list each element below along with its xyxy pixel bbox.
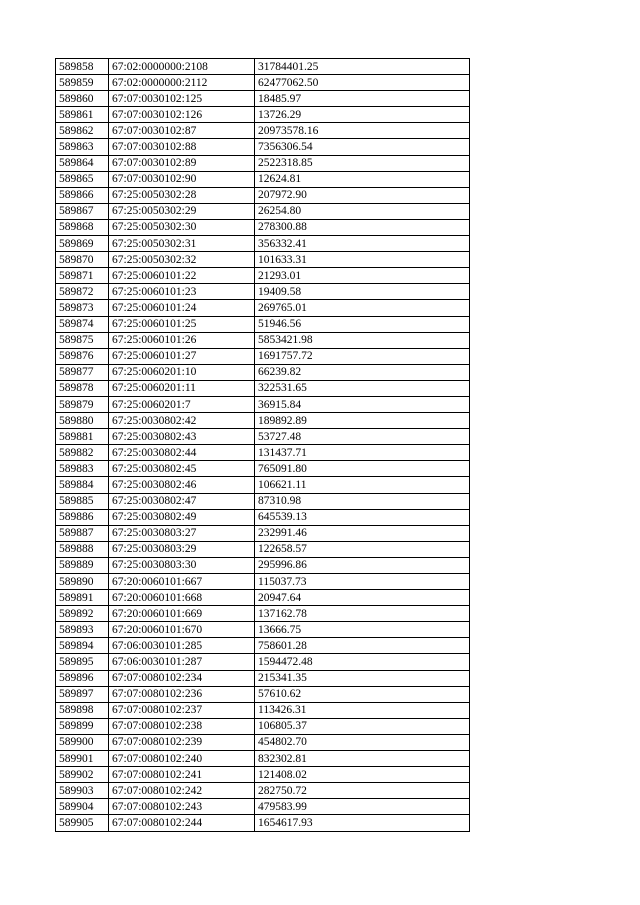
value-cell: 137162.78 — [255, 606, 470, 622]
row-number-cell: 589899 — [56, 718, 109, 734]
row-number-cell: 589871 — [56, 268, 109, 284]
cadastral-number-cell: 67:07:0080102:237 — [109, 702, 255, 718]
cadastral-number-cell: 67:25:0050302:31 — [109, 236, 255, 252]
value-cell: 207972.90 — [255, 187, 470, 203]
row-number-cell: 589862 — [56, 123, 109, 139]
table-row — [56, 493, 470, 509]
row-number-cell: 589877 — [56, 364, 109, 380]
value-cell: 106621.11 — [255, 477, 470, 493]
table-row — [56, 203, 470, 219]
row-number-cell: 589872 — [56, 284, 109, 300]
row-number-cell: 589879 — [56, 396, 109, 412]
row-number-cell: 589880 — [56, 413, 109, 429]
value-cell: 131437.71 — [255, 445, 470, 461]
cadastral-number-cell: 67:25:0060101:24 — [109, 300, 255, 316]
row-number-cell: 589888 — [56, 541, 109, 557]
row-number-cell: 589883 — [56, 461, 109, 477]
table-row — [56, 686, 470, 702]
value-cell: 66239.82 — [255, 364, 470, 380]
row-number-cell: 589892 — [56, 606, 109, 622]
cadastral-number-cell: 67:25:0050302:30 — [109, 219, 255, 235]
table-row — [56, 622, 470, 638]
row-number-cell: 589868 — [56, 219, 109, 235]
value-cell: 232991.46 — [255, 525, 470, 541]
table-row — [56, 236, 470, 252]
table-row — [56, 477, 470, 493]
cadastral-number-cell: 67:02:0000000:2108 — [109, 59, 255, 75]
value-cell: 20947.64 — [255, 590, 470, 606]
table-row — [56, 638, 470, 654]
value-cell: 758601.28 — [255, 638, 470, 654]
table-row — [56, 429, 470, 445]
cadastral-number-cell: 67:25:0030802:44 — [109, 445, 255, 461]
table-row — [56, 702, 470, 718]
table-row — [56, 187, 470, 203]
cadastral-number-cell: 67:02:0000000:2112 — [109, 75, 255, 91]
cadastral-number-cell: 67:06:0030101:287 — [109, 654, 255, 670]
table-row — [56, 268, 470, 284]
value-cell: 12624.81 — [255, 171, 470, 187]
value-cell: 2522318.85 — [255, 155, 470, 171]
table-row — [56, 316, 470, 332]
row-number-cell: 589887 — [56, 525, 109, 541]
table-row — [56, 767, 470, 783]
cadastral-number-cell: 67:07:0030102:88 — [109, 139, 255, 155]
value-cell: 106805.37 — [255, 718, 470, 734]
row-number-cell: 589894 — [56, 638, 109, 654]
value-cell: 18485.97 — [255, 91, 470, 107]
table-row — [56, 380, 470, 396]
cadastral-number-cell: 67:25:0030803:30 — [109, 557, 255, 573]
value-cell: 26254.80 — [255, 203, 470, 219]
table-row — [56, 171, 470, 187]
row-number-cell: 589866 — [56, 187, 109, 203]
value-cell: 87310.98 — [255, 493, 470, 509]
value-cell: 282750.72 — [255, 783, 470, 799]
table-row — [56, 670, 470, 686]
value-cell: 645539.13 — [255, 509, 470, 525]
value-cell: 215341.35 — [255, 670, 470, 686]
row-number-cell: 589886 — [56, 509, 109, 525]
value-cell: 36915.84 — [255, 396, 470, 412]
cadastral-number-cell: 67:25:0050302:29 — [109, 203, 255, 219]
cadastral-number-cell: 67:07:0030102:126 — [109, 107, 255, 123]
value-cell: 278300.88 — [255, 219, 470, 235]
row-number-cell: 589874 — [56, 316, 109, 332]
table-row — [56, 219, 470, 235]
value-cell: 19409.58 — [255, 284, 470, 300]
cadastral-number-cell: 67:07:0080102:236 — [109, 686, 255, 702]
table-row — [56, 783, 470, 799]
value-cell: 1594472.48 — [255, 654, 470, 670]
row-number-cell: 589869 — [56, 236, 109, 252]
cadastral-number-cell: 67:25:0060201:7 — [109, 396, 255, 412]
row-number-cell: 589895 — [56, 654, 109, 670]
table-row — [56, 718, 470, 734]
cadastral-number-cell: 67:06:0030101:285 — [109, 638, 255, 654]
value-cell: 51946.56 — [255, 316, 470, 332]
table-row — [56, 332, 470, 348]
cadastral-number-cell: 67:07:0030102:87 — [109, 123, 255, 139]
row-number-cell: 589863 — [56, 139, 109, 155]
table-body — [56, 59, 470, 832]
value-cell: 57610.62 — [255, 686, 470, 702]
table-row — [56, 364, 470, 380]
cadastral-number-cell: 67:20:0060101:669 — [109, 606, 255, 622]
row-number-cell: 589860 — [56, 91, 109, 107]
table-row — [56, 348, 470, 364]
table-row — [56, 139, 470, 155]
cadastral-number-cell: 67:25:0060101:25 — [109, 316, 255, 332]
cadastral-number-cell: 67:25:0030803:27 — [109, 525, 255, 541]
table-row — [56, 91, 470, 107]
cadastral-number-cell: 67:20:0060101:670 — [109, 622, 255, 638]
row-number-cell: 589870 — [56, 252, 109, 268]
value-cell: 269765.01 — [255, 300, 470, 316]
table-row — [56, 541, 470, 557]
row-number-cell: 589876 — [56, 348, 109, 364]
value-cell: 21293.01 — [255, 268, 470, 284]
row-number-cell: 589873 — [56, 300, 109, 316]
cadastral-number-cell: 67:07:0080102:243 — [109, 799, 255, 815]
value-cell: 765091.80 — [255, 461, 470, 477]
row-number-cell: 589904 — [56, 799, 109, 815]
cadastral-number-cell: 67:07:0080102:241 — [109, 767, 255, 783]
table-row — [56, 252, 470, 268]
cadastral-number-cell: 67:07:0030102:89 — [109, 155, 255, 171]
table-row — [56, 734, 470, 750]
row-number-cell: 589890 — [56, 574, 109, 590]
row-number-cell: 589903 — [56, 783, 109, 799]
table-row — [56, 815, 470, 831]
cadastral-number-cell: 67:25:0050302:28 — [109, 187, 255, 203]
cadastral-number-cell: 67:07:0030102:90 — [109, 171, 255, 187]
value-cell: 13666.75 — [255, 622, 470, 638]
value-cell: 1691757.72 — [255, 348, 470, 364]
row-number-cell: 589864 — [56, 155, 109, 171]
row-number-cell: 589861 — [56, 107, 109, 123]
value-cell: 31784401.25 — [255, 59, 470, 75]
table-row — [56, 396, 470, 412]
value-cell: 295996.86 — [255, 557, 470, 573]
value-cell: 356332.41 — [255, 236, 470, 252]
value-cell: 122658.57 — [255, 541, 470, 557]
row-number-cell: 589882 — [56, 445, 109, 461]
cadastral-number-cell: 67:07:0080102:244 — [109, 815, 255, 831]
cadastral-number-cell: 67:25:0060101:26 — [109, 332, 255, 348]
row-number-cell: 589905 — [56, 815, 109, 831]
cadastral-number-cell: 67:25:0060201:11 — [109, 380, 255, 396]
row-number-cell: 589865 — [56, 171, 109, 187]
value-cell: 479583.99 — [255, 799, 470, 815]
row-number-cell: 589875 — [56, 332, 109, 348]
table-row — [56, 574, 470, 590]
table-row — [56, 509, 470, 525]
row-number-cell: 589885 — [56, 493, 109, 509]
cadastral-number-cell: 67:07:0080102:238 — [109, 718, 255, 734]
row-number-cell: 589884 — [56, 477, 109, 493]
table-row — [56, 413, 470, 429]
cadastral-number-cell: 67:07:0080102:240 — [109, 751, 255, 767]
table-row — [56, 107, 470, 123]
cadastral-number-cell: 67:07:0080102:242 — [109, 783, 255, 799]
value-cell: 454802.70 — [255, 734, 470, 750]
table-row — [56, 461, 470, 477]
cadastral-number-cell: 67:07:0030102:125 — [109, 91, 255, 107]
row-number-cell: 589859 — [56, 75, 109, 91]
row-number-cell: 589858 — [56, 59, 109, 75]
cadastral-number-cell: 67:25:0030802:47 — [109, 493, 255, 509]
table-row — [56, 75, 470, 91]
cadastral-number-cell: 67:07:0080102:234 — [109, 670, 255, 686]
row-number-cell: 589901 — [56, 751, 109, 767]
value-cell: 1654617.93 — [255, 815, 470, 831]
table-row — [56, 799, 470, 815]
value-cell: 113426.31 — [255, 702, 470, 718]
row-number-cell: 589896 — [56, 670, 109, 686]
cadastral-number-cell: 67:20:0060101:667 — [109, 574, 255, 590]
table-row — [56, 590, 470, 606]
value-cell: 101633.31 — [255, 252, 470, 268]
cadastral-number-cell: 67:25:0030802:46 — [109, 477, 255, 493]
table-row — [56, 525, 470, 541]
value-cell: 115037.73 — [255, 574, 470, 590]
cadastral-number-cell: 67:25:0050302:32 — [109, 252, 255, 268]
row-number-cell: 589881 — [56, 429, 109, 445]
row-number-cell: 589891 — [56, 590, 109, 606]
cadastral-number-cell: 67:25:0060101:23 — [109, 284, 255, 300]
table-row — [56, 300, 470, 316]
value-cell: 53727.48 — [255, 429, 470, 445]
value-cell: 121408.02 — [255, 767, 470, 783]
table-row — [56, 445, 470, 461]
table-row — [56, 654, 470, 670]
row-number-cell: 589897 — [56, 686, 109, 702]
cadastral-number-cell: 67:25:0060101:22 — [109, 268, 255, 284]
table-row — [56, 155, 470, 171]
cadastral-number-cell: 67:25:0060201:10 — [109, 364, 255, 380]
value-cell: 20973578.16 — [255, 123, 470, 139]
cadastral-number-cell: 67:25:0030802:49 — [109, 509, 255, 525]
table-row — [56, 751, 470, 767]
row-number-cell: 589878 — [56, 380, 109, 396]
value-cell: 322531.65 — [255, 380, 470, 396]
row-number-cell: 589867 — [56, 203, 109, 219]
cadastral-number-cell: 67:25:0030802:42 — [109, 413, 255, 429]
value-cell: 7356306.54 — [255, 139, 470, 155]
table-row — [56, 606, 470, 622]
value-cell: 13726.29 — [255, 107, 470, 123]
value-cell: 832302.81 — [255, 751, 470, 767]
value-cell: 62477062.50 — [255, 75, 470, 91]
cadastral-number-cell: 67:25:0030802:45 — [109, 461, 255, 477]
row-number-cell: 589889 — [56, 557, 109, 573]
row-number-cell: 589893 — [56, 622, 109, 638]
value-cell: 189892.89 — [255, 413, 470, 429]
cadastral-number-cell: 67:25:0030802:43 — [109, 429, 255, 445]
table-row — [56, 284, 470, 300]
row-number-cell: 589902 — [56, 767, 109, 783]
row-number-cell: 589900 — [56, 734, 109, 750]
table-row — [56, 59, 470, 75]
cadastral-number-cell: 67:25:0030803:29 — [109, 541, 255, 557]
row-number-cell: 589898 — [56, 702, 109, 718]
value-cell: 5853421.98 — [255, 332, 470, 348]
table-row — [56, 123, 470, 139]
table-row — [56, 557, 470, 573]
cadastral-value-table — [55, 58, 470, 832]
cadastral-number-cell: 67:25:0060101:27 — [109, 348, 255, 364]
cadastral-number-cell: 67:20:0060101:668 — [109, 590, 255, 606]
cadastral-number-cell: 67:07:0080102:239 — [109, 734, 255, 750]
